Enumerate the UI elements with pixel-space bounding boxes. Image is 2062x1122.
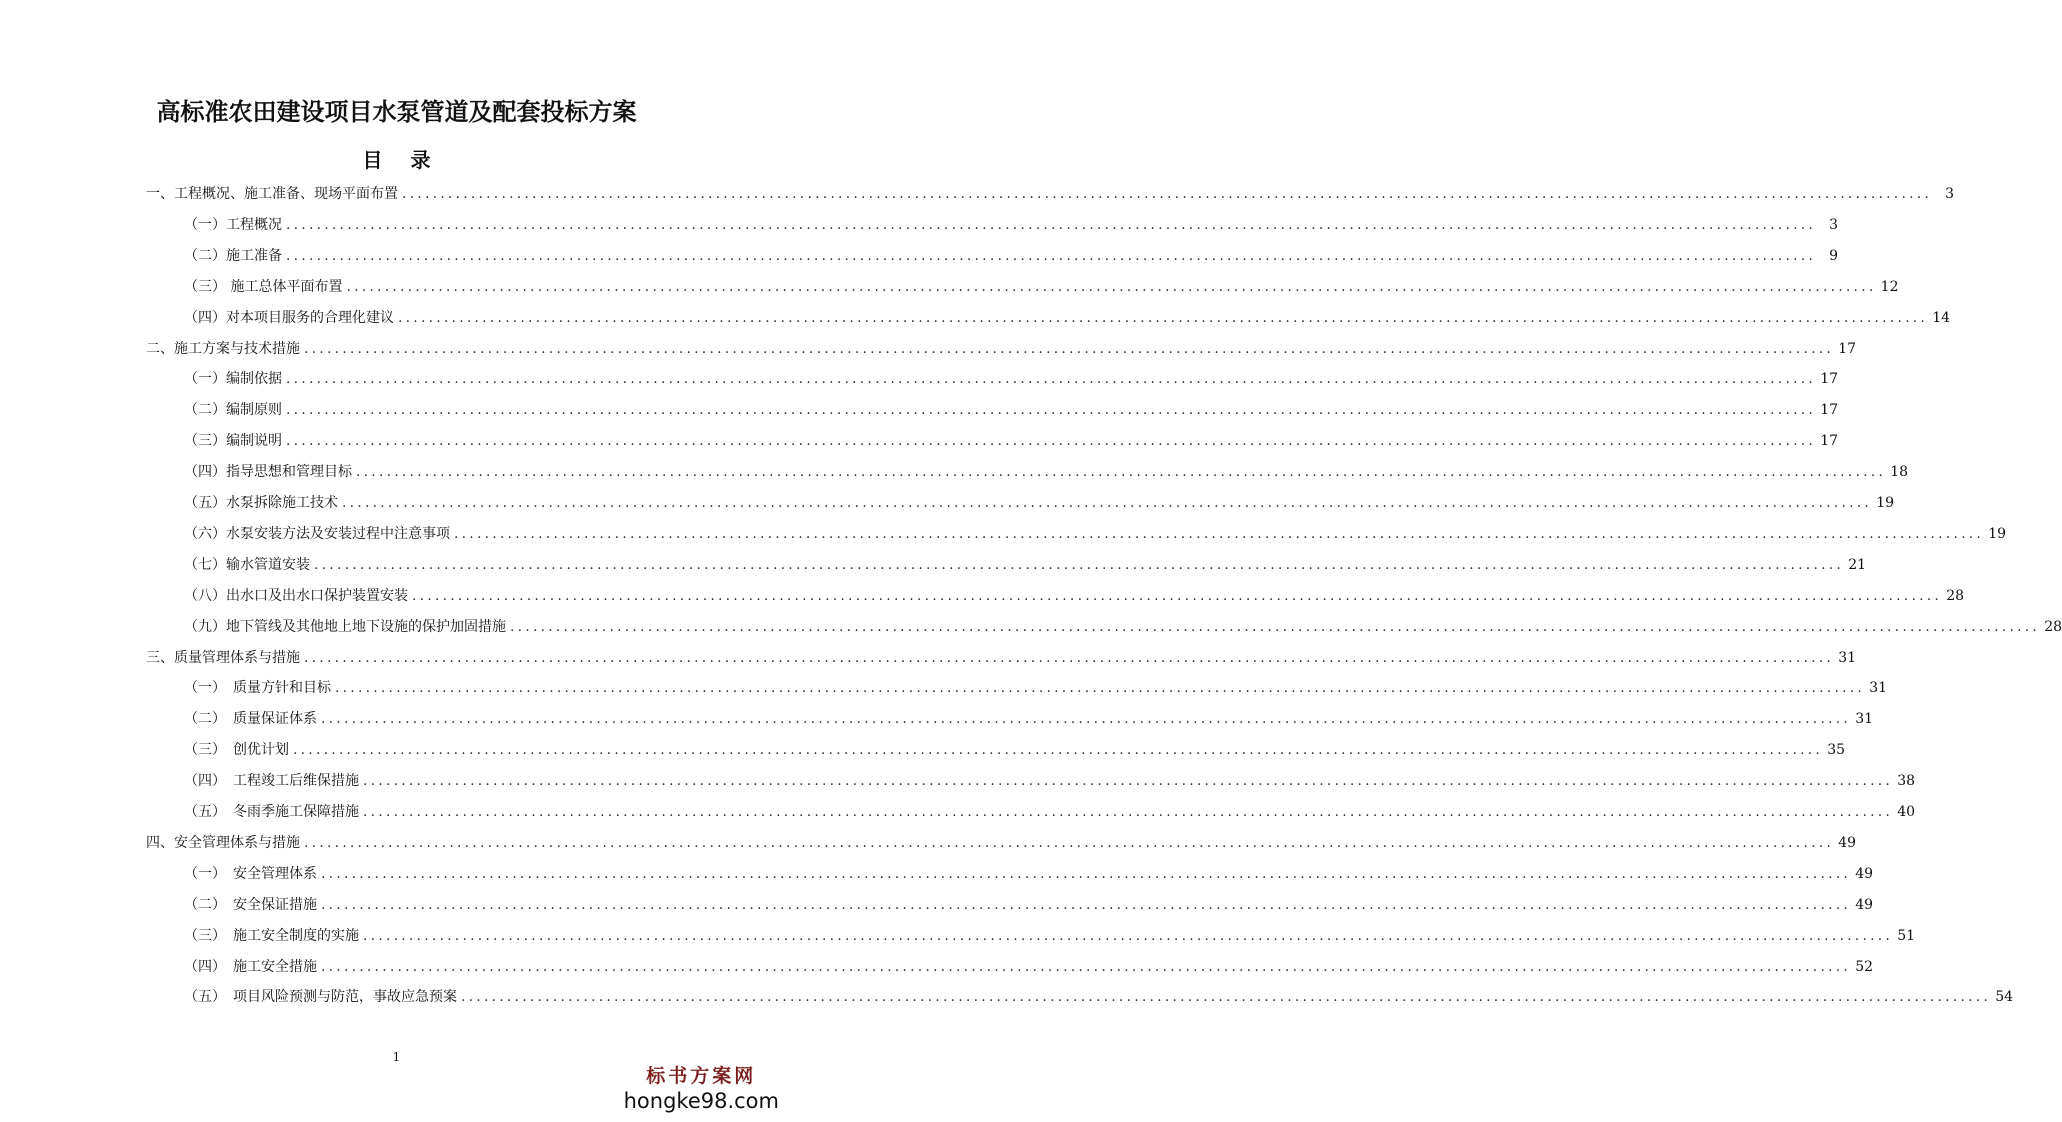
toc-entry-page: 54 bbox=[1995, 989, 2014, 1006]
toc-entry-page: 28 bbox=[1946, 587, 1965, 604]
toc-entry-page: 21 bbox=[1848, 556, 1867, 573]
toc-entry-label: （二） 安全保证措施 bbox=[184, 896, 317, 913]
toc-leader-dots: ........................................................................................................................................................................................................ bbox=[321, 865, 1852, 882]
toc-entry-page: 31 bbox=[1855, 711, 1874, 728]
toc-heading-left: 目 bbox=[362, 148, 383, 172]
toc-leader-dots: ........................................................................................................................................................................................................ bbox=[321, 958, 1852, 975]
toc-entry-label: （二）编制原则 bbox=[184, 402, 282, 419]
toc-leader-dots: ........................................................................................................................................................................................................ bbox=[286, 433, 1817, 450]
toc-entry-label: （四） 施工安全措施 bbox=[184, 958, 317, 975]
toc-entry-page: 38 bbox=[1897, 773, 1916, 790]
toc-entry[interactable] bbox=[184, 617, 2062, 637]
toc-entry-page: 49 bbox=[1838, 834, 1857, 851]
toc-entry-label: 四、安全管理体系与措施 bbox=[146, 834, 300, 851]
toc-entry-page: 19 bbox=[1876, 495, 1895, 511]
toc-entry-page: 14 bbox=[1932, 309, 1951, 326]
toc-entry-page: 17 bbox=[1838, 340, 1857, 357]
toc-leader-dots: ........................................................................................................................................................................................................ bbox=[356, 464, 1887, 481]
watermark bbox=[624, 1064, 779, 1114]
watermark-cn: 标书方案网 bbox=[646, 1065, 757, 1087]
toc-entry-page: 52 bbox=[1855, 958, 1874, 975]
toc-entry-page: 28 bbox=[2044, 618, 2062, 635]
toc-leader-dots: ........................................................................................................................................................................................................ bbox=[363, 773, 1894, 790]
toc-leader-dots: ........................................................................................................................................................................................................ bbox=[286, 371, 1817, 388]
toc-entry-page: 51 bbox=[1897, 927, 1916, 944]
toc-entry-page: 35 bbox=[1827, 742, 1846, 759]
toc-entry[interactable] bbox=[184, 524, 2007, 544]
toc-leader-dots: ........................................................................................................................................................................................................ bbox=[286, 402, 1817, 419]
toc-entry-page: 49 bbox=[1855, 896, 1874, 913]
toc-leader-dots: ........................................................................................................................................................................................................ bbox=[314, 556, 1845, 573]
toc-leader-dots: ........................................................................................................................................................................................................ bbox=[321, 711, 1852, 728]
toc-entry-page: 31 bbox=[1869, 680, 1888, 697]
toc-entry-label: （六）水泵安装方法及安装过程中注意事项 bbox=[184, 525, 450, 542]
toc-leader-dots: ........................................................................................................................................................................................................ bbox=[402, 186, 1933, 202]
toc-leader-dots: ........................................................................................................................................................................................................ bbox=[454, 525, 1985, 542]
toc-entry-label: （三） 施工总体平面布置 bbox=[184, 278, 343, 295]
toc-entry[interactable] bbox=[184, 586, 1965, 606]
toc-entry[interactable] bbox=[184, 215, 1839, 235]
toc-entry-label: （一） 质量方针和目标 bbox=[184, 680, 331, 697]
toc-leader-dots: ........................................................................................................................................................................................................ bbox=[346, 278, 1877, 295]
toc-entry[interactable] bbox=[146, 648, 1857, 668]
toc-entry-label: （八）出水口及出水口保护装置安装 bbox=[184, 587, 408, 604]
toc-entry[interactable] bbox=[184, 400, 1839, 420]
toc-entry-label: （三） 创优计划 bbox=[184, 742, 289, 759]
toc-entry[interactable] bbox=[146, 339, 1857, 359]
toc-entry[interactable] bbox=[184, 864, 1874, 884]
toc-entry-label: （二）施工准备 bbox=[184, 247, 282, 264]
toc-entry[interactable] bbox=[184, 740, 1846, 760]
toc-leader-dots: ........................................................................................................................................................................................................ bbox=[286, 216, 1817, 233]
toc-entry-label: （五） 冬雨季施工保障措施 bbox=[184, 804, 359, 820]
toc-entry-page: 3 bbox=[1829, 216, 1839, 233]
toc-entry[interactable] bbox=[184, 957, 1874, 977]
toc-entry[interactable] bbox=[184, 926, 1916, 946]
toc-entry-page: 40 bbox=[1897, 804, 1916, 820]
toc-entry-page: 49 bbox=[1855, 865, 1874, 882]
toc-entry[interactable] bbox=[184, 771, 1916, 791]
toc-entry-label: （一）编制依据 bbox=[184, 371, 282, 388]
toc-leader-dots: ........................................................................................................................................................................................................ bbox=[342, 495, 1873, 511]
toc-leader-dots: ........................................................................................................................................................................................................ bbox=[304, 834, 1835, 851]
toc-entry-page: 17 bbox=[1820, 433, 1839, 450]
toc-entry-page: 17 bbox=[1820, 402, 1839, 419]
toc-entry-page: 18 bbox=[1890, 464, 1909, 481]
toc-entry[interactable] bbox=[184, 709, 1874, 729]
toc-entry[interactable] bbox=[184, 246, 1839, 266]
toc-entry-page: 12 bbox=[1880, 278, 1899, 295]
toc-entry[interactable] bbox=[184, 308, 1951, 328]
toc-entry[interactable] bbox=[184, 895, 1874, 915]
toc-entry[interactable] bbox=[184, 493, 1895, 513]
toc-leader-dots: ........................................................................................................................................................................................................ bbox=[304, 340, 1835, 357]
toc-entry-label: 二、施工方案与技术措施 bbox=[146, 340, 300, 357]
toc-leader-dots: ........................................................................................................................................................................................................ bbox=[363, 927, 1894, 944]
toc-heading bbox=[0, 144, 793, 173]
toc-leader-dots: ........................................................................................................................................................................................................ bbox=[321, 896, 1852, 913]
toc-entry-label: （一）工程概况 bbox=[184, 216, 282, 233]
toc-entry-label: 三、质量管理体系与措施 bbox=[146, 649, 300, 666]
toc-entry[interactable] bbox=[184, 987, 2014, 1007]
toc-entry-label: （三） 施工安全制度的实施 bbox=[184, 927, 359, 944]
watermark-url: hongke98.com bbox=[623, 1089, 779, 1113]
toc-entry-page: 31 bbox=[1838, 649, 1857, 666]
toc-leader-dots: ........................................................................................................................................................................................................ bbox=[398, 309, 1929, 326]
toc-entry-label: （五） 项目风险预测与防范，事故应急预案 bbox=[184, 989, 457, 1006]
toc-entry[interactable] bbox=[184, 462, 1909, 482]
toc-entry-label: （四） 工程竣工后维保措施 bbox=[184, 773, 359, 790]
toc-leader-dots: ........................................................................................................................................................................................................ bbox=[510, 618, 2041, 635]
toc-entry-page: 19 bbox=[1988, 525, 2007, 542]
toc-leader-dots: ........................................................................................................................................................................................................ bbox=[293, 742, 1824, 759]
toc-entry-label: （九）地下管线及其他地上地下设施的保护加固措施 bbox=[184, 618, 506, 635]
page-number: 1 bbox=[392, 1050, 401, 1064]
toc-leader-dots: ........................................................................................................................................................................................................ bbox=[412, 587, 1943, 604]
toc-entry[interactable] bbox=[184, 555, 1867, 575]
document-title: 高标准农田建设项目水泵管道及配套投标方案 bbox=[156, 97, 637, 126]
toc-entry-page: 17 bbox=[1820, 371, 1839, 388]
toc-entry[interactable] bbox=[184, 277, 1899, 297]
toc-entry[interactable] bbox=[146, 184, 1955, 204]
toc-entry-label: （二） 质量保证体系 bbox=[184, 711, 317, 728]
toc-entry[interactable] bbox=[184, 431, 1839, 451]
toc-entry-label: （三）编制说明 bbox=[184, 433, 282, 450]
toc-leader-dots: ........................................................................................................................................................................................................ bbox=[304, 649, 1835, 666]
toc-leader-dots: ........................................................................................................................................................................................................ bbox=[363, 804, 1894, 820]
toc-heading-right: 录 bbox=[410, 148, 431, 172]
toc-leader-dots: ........................................................................................................................................................................................................ bbox=[335, 680, 1866, 697]
toc-leader-dots: ........................................................................................................................................................................................................ bbox=[461, 989, 1992, 1006]
toc-entry-label: （四）对本项目服务的合理化建议 bbox=[184, 309, 394, 326]
toc-entry[interactable] bbox=[146, 833, 1857, 853]
toc-entry[interactable] bbox=[184, 678, 1888, 698]
toc-entry-label: （五）水泵拆除施工技术 bbox=[184, 495, 338, 511]
toc-entry-page: 9 bbox=[1829, 247, 1839, 264]
toc-entry-label: （七）输水管道安装 bbox=[184, 556, 310, 573]
toc-entry-label: （四）指导思想和管理目标 bbox=[184, 464, 352, 481]
toc-leader-dots: ........................................................................................................................................................................................................ bbox=[286, 247, 1817, 264]
toc-entry-label: 一、工程概况、施工准备、现场平面布置 bbox=[146, 186, 398, 202]
toc-entry-label: （一） 安全管理体系 bbox=[184, 865, 317, 882]
toc-entry[interactable] bbox=[184, 369, 1839, 389]
toc-entry[interactable] bbox=[184, 802, 1916, 822]
toc-entry-page: 3 bbox=[1945, 186, 1955, 202]
